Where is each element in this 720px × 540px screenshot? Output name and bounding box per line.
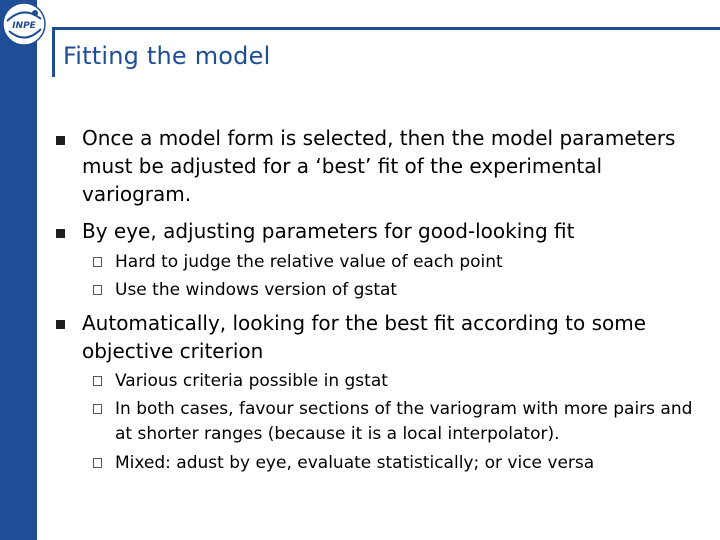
sub-bullet-item: Use the windows version of gstat [115,280,398,300]
sub-bullet-item: Various criteria possible in gstat [115,371,388,391]
checkbox-bullet-icon [93,257,102,267]
logo-text: INPE [12,21,36,31]
sub-bullet-item: Hard to judge the relative value of each point [115,252,503,272]
bullet-square-icon [56,320,65,329]
bullet-square-icon [56,229,65,238]
checkbox-bullet-icon [93,404,102,414]
sub-bullet-item: Mixed: adust by eye, evaluate statistically; or vice versa [115,453,595,473]
checkbox-bullet-icon [93,458,102,468]
sub-bullet-item: In both cases, favour sections of the variogram with more pairs and at shorter ranges (because it is a local interpolator). [115,399,693,444]
checkbox-bullet-icon [93,285,102,295]
bullet-item: Automatically, looking for the best fit according to some objective criterion [82,311,647,363]
checkbox-bullet-icon [93,376,102,386]
bullet-item: Once a model form is selected, then the model parameters must be adjusted for a ‘best’ fit of the experimental variogram. [82,126,676,206]
bullet-item: By eye, adjusting parameters for good-looking fit [82,219,575,243]
slide-title: Fitting the model [63,42,271,70]
bullet-square-icon [56,136,65,145]
